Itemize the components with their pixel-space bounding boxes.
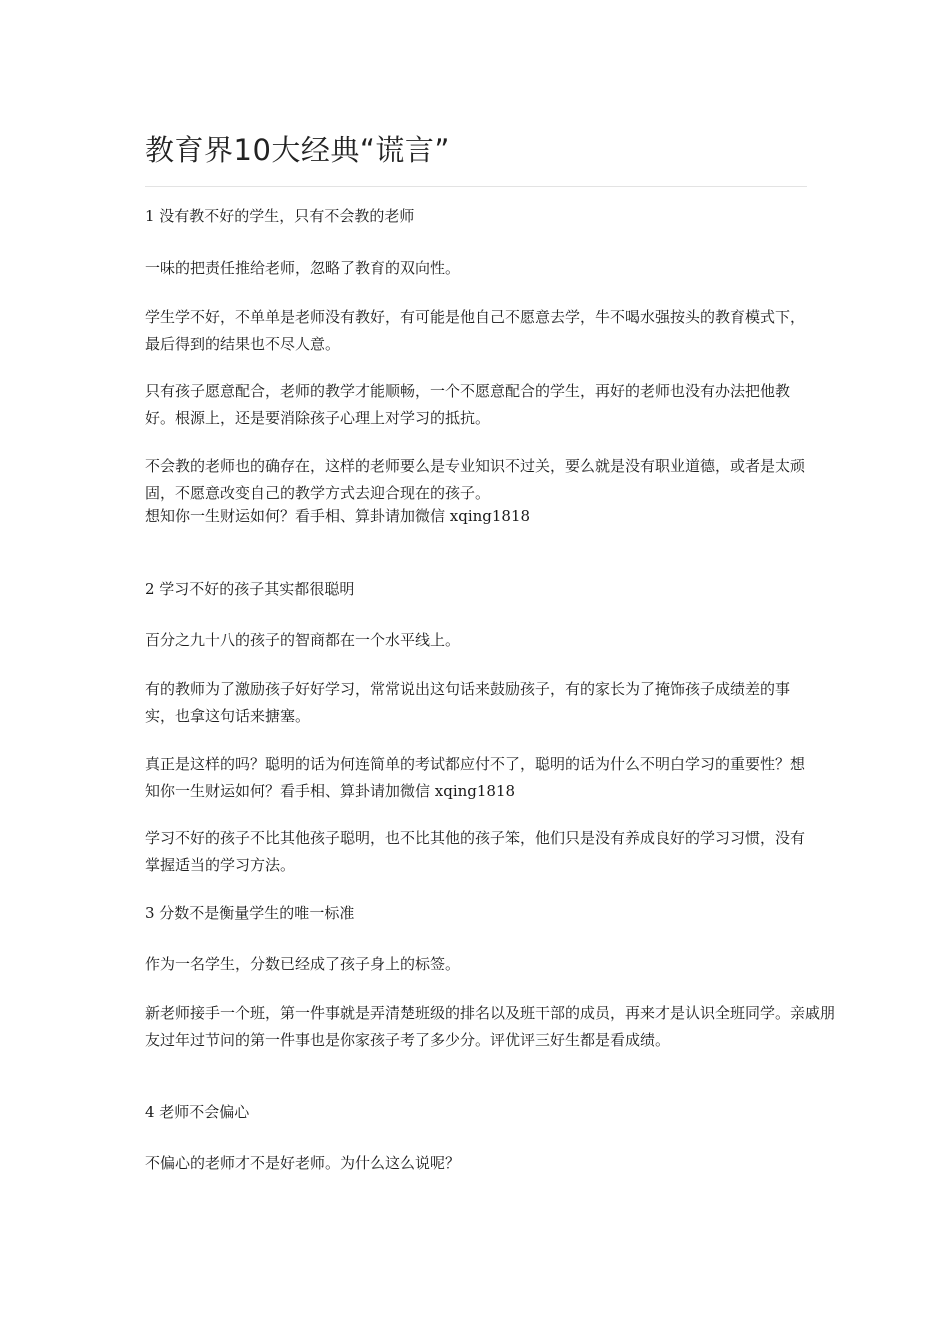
paragraph: 学生学不好，不单单是老师没有教好，有可能是他自己不愿意去学，牛不喝水强按头的教育模式下，最后得到的结果也不尽人意。 xyxy=(145,308,806,353)
paragraph: 百分之九十八的孩子的智商都在一个水平线上。 xyxy=(145,631,461,649)
document-page xyxy=(145,128,817,187)
paragraph: 不偏心的老师才不是好老师。为什么这么说呢？ xyxy=(145,1154,461,1172)
paragraph: 只有孩子愿意配合，老师的教学才能顺畅，一个不愿意配合的学生，再好的老师也没有办法把他教好。根源上，还是要消除孩子心理上对学习的抵抗。 xyxy=(145,382,791,427)
paragraph: 新老师接手一个班，第一件事就是弄清楚班级的排名以及班干部的成员，再来才是认识全班同学。亲戚朋友过年过节问的第一件事也是你家孩子考了多少分。评优评三好生都是看成绩。 xyxy=(145,1004,836,1049)
title-divider xyxy=(145,186,807,187)
section-heading-3: 3 分数不是衡量学生的唯一标准 xyxy=(145,904,355,922)
paragraph: 作为一名学生，分数已经成了孩子身上的标签。 xyxy=(145,955,461,973)
document-title: 教育界10大经典“谎言” xyxy=(145,133,450,167)
paragraph: 有的教师为了激励孩子好好学习，常常说出这句话来鼓励孩子，有的家长为了掩饰孩子成绩差的事实，也拿这句话来搪塞。 xyxy=(145,680,791,725)
section-heading-1: 1 没有教不好的学生，只有不会教的老师 xyxy=(145,207,415,225)
section-heading-2: 2 学习不好的孩子其实都很聪明 xyxy=(145,580,355,598)
paragraph: 学习不好的孩子不比其他孩子聪明，也不比其他的孩子笨，他们只是没有养成良好的学习习惯，没有掌握适当的学习方法。 xyxy=(145,829,806,874)
section-heading-4: 4 老师不会偏心 xyxy=(145,1103,250,1121)
contact-line: 想知你一生财运如何？看手相、算卦请加微信 xqing1818 xyxy=(145,507,531,525)
paragraph: 真正是这样的吗？聪明的话为何连简单的考试都应付不了，聪明的话为什么不明白学习的重要性？想知你一生财运如何？看手相、算卦请加微信 xqing1818 xyxy=(145,755,806,800)
paragraph: 一味的把责任推给老师，忽略了教育的双向性。 xyxy=(145,259,461,277)
paragraph: 不会教的老师也的确存在，这样的老师要么是专业知识不过关，要么就是没有职业道德，或者是太顽固，不愿意改变自己的教学方式去迎合现在的孩子。 xyxy=(145,457,806,502)
